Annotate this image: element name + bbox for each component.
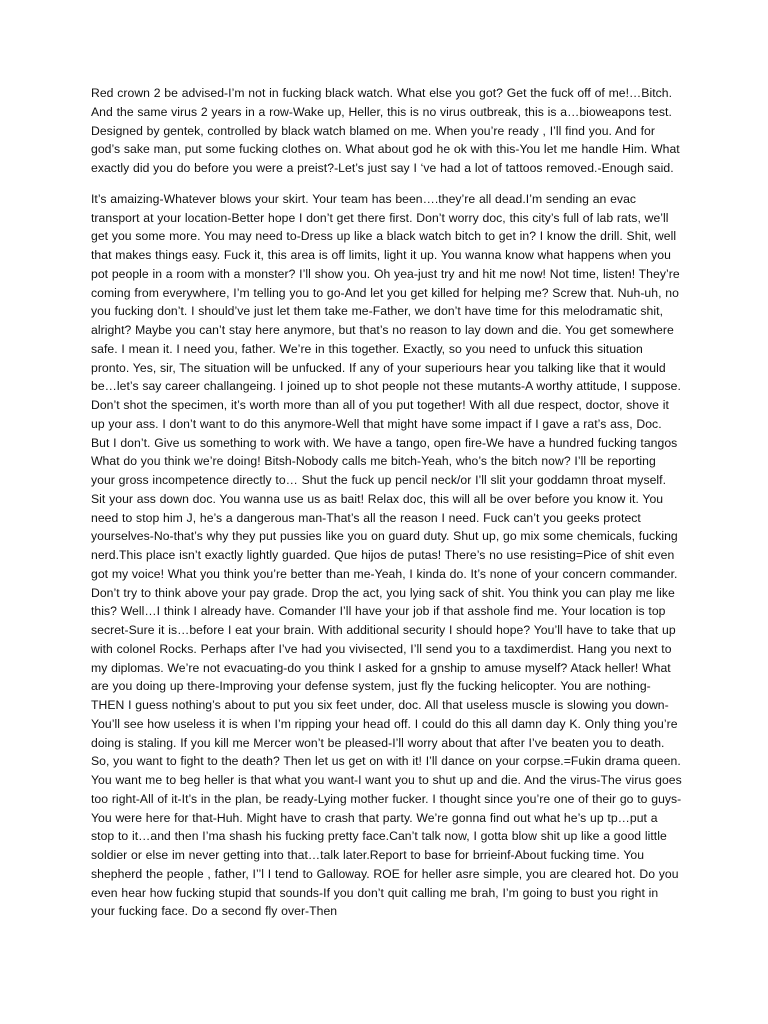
paragraph-1: Red crown 2 be advised-I’m not in fucking black watch. What else you got? Get the fuck off of me!…Bitch. And the same virus 2 years in a row-Wake up, Heller, this is no virus outbreak, this is a…bioweapons test. Designed by gentek, controlled by black watch blamed on me. When you’re ready , I’ll find you. And for god’s sake man, put some fucking clothes on. What about god he ok with this-You let me handle Him. What exactly did you do before you were a preist?-Let’s just say I ‘ve had a lot of tattoos removed.-Enough said. xyxy=(91,86,680,175)
paragraph-2: It’s amaizing-Whatever blows your skirt. Your team has been….they’re all dead.I’m sending an evac transport at your location-Better hope I don’t get there first. Don’t worry doc, this city’s full of lab rats, we’ll get you some more. You may need to-Dress up like a black watch bitch to get in? I know the drill. Shit, well that makes things easy. Fuck it, this area is off limits, light it up. You wanna know what happens when you pot people in a room with a monster? I’ll show you. Oh yea-just try and hit me now! Not time, listen! They’re coming from everywhere, I’m telling you to go-And let you get killed for helping me? Screw that. Nuh-uh, no you fucking don’t. I should’ve just let them take me-Father, we don’t have time for this melodramatic shit, alright? Maybe you can’t stay here anymore, but that’s no reason to lay down and die. You get somewhere safe. I mean it. I need you, father. We’re in this together. Exactly, so you need to unfuck this situation pronto. Yes, sir, The situation will be unfucked. If any of your superiours hear you talking like that it would be…let’s say career challangeing. I joined up to shot people not these mutants-A worthy attitude, I suppose. Don’t shot the specimen, it’s worth more than all of you put together! With all due respect, doctor, shove it up your ass. I don’t want to do this anymore-Well that might have some impact if I gave a rat’s ass, Doc. But I don’t. Give us something to work with. We have a tango, open fire-We have a hundred fucking tangos What do you think we’re doing! Bitsh-Nobody calls me bitch-Yeah, who’s the bitch now? I’ll be reporting your gross incompetence directly to… Shut the fuck up pencil neck/or I’ll slit your goddamn throat myself. Sit your ass down doc. You wanna use us as bait! Relax doc, this will all be over before you know it. You need to stop him J, he’s a dangerous man-That’s all the reason I need. Fuck can’t you geeks protect yourselves-No-that’s why they put pussies like you on guard duty. Shut up, go mix some chemicals, fucking nerd.This place isn’t exactly lightly guarded. Que hijos de putas! There’s no use resisting=Pice of shit even got my voice! What you think you’re better than me-Yeah, I kinda do. It’s none of your concern commander. Don’t try to think above your pay grade. Drop the act, you lying sack of shit. You think you can play me like this? Well…I think I already have. Comander I’ll have your job if that asshole find me. Your location is top secret-Sure it is…before I eat your brain. With additional security I should hope? You’ll have to take that up with colonel Rocks. Perhaps after I’ve had you vivisected, I’ll send you to a taxdimerdist. Hang you next to my diplomas. We’re not evacuating-do you think I asked for a gnship to amuse myself? Atack heller! What are you doing up there-Improving your defense system, just fly the fucking helicopter. You are nothing-THEN I guess nothing’s about to put you six feet under, doc. All that useless muscle is slowing you down-You’ll see how useless it is when I’m ripping your head off. I could do this all damn day K. Only thing you’re doing is staling. If you kill me Mercer won’t be pleased-I’ll worry about that after I’ve beaten you to death. So, you want to fight to the death? Then let us get on with it! I’ll dance on your corpse.=Fukin drama queen. You want me to beg heller is that what you want-I want you to shut up and die. And the virus-The virus goes too right-All of it-It’s in the plan, be ready-Lying mother fucker. I thought since you’re one of their go to guys-You were here for that-Huh. Might have to crash that party. We’re gonna find out what he’s up tp…put a stop to it…and then I’ma shash his fucking pretty face.Can’t talk now, I gotta blow shit up like a good little soldier or else im never getting into that…talk later.Report to base for brrieinf-About fucking time. You shepherd the people , father, I’’l I tend to Galloway. ROE for heller asre simple, you are cleared hot. Do you even hear how fucking stupid that sounds-If you don’t quit calling me brah, I’m going to bust you right in your fucking face. Do a second fly over-Then xyxy=(91,191,682,919)
